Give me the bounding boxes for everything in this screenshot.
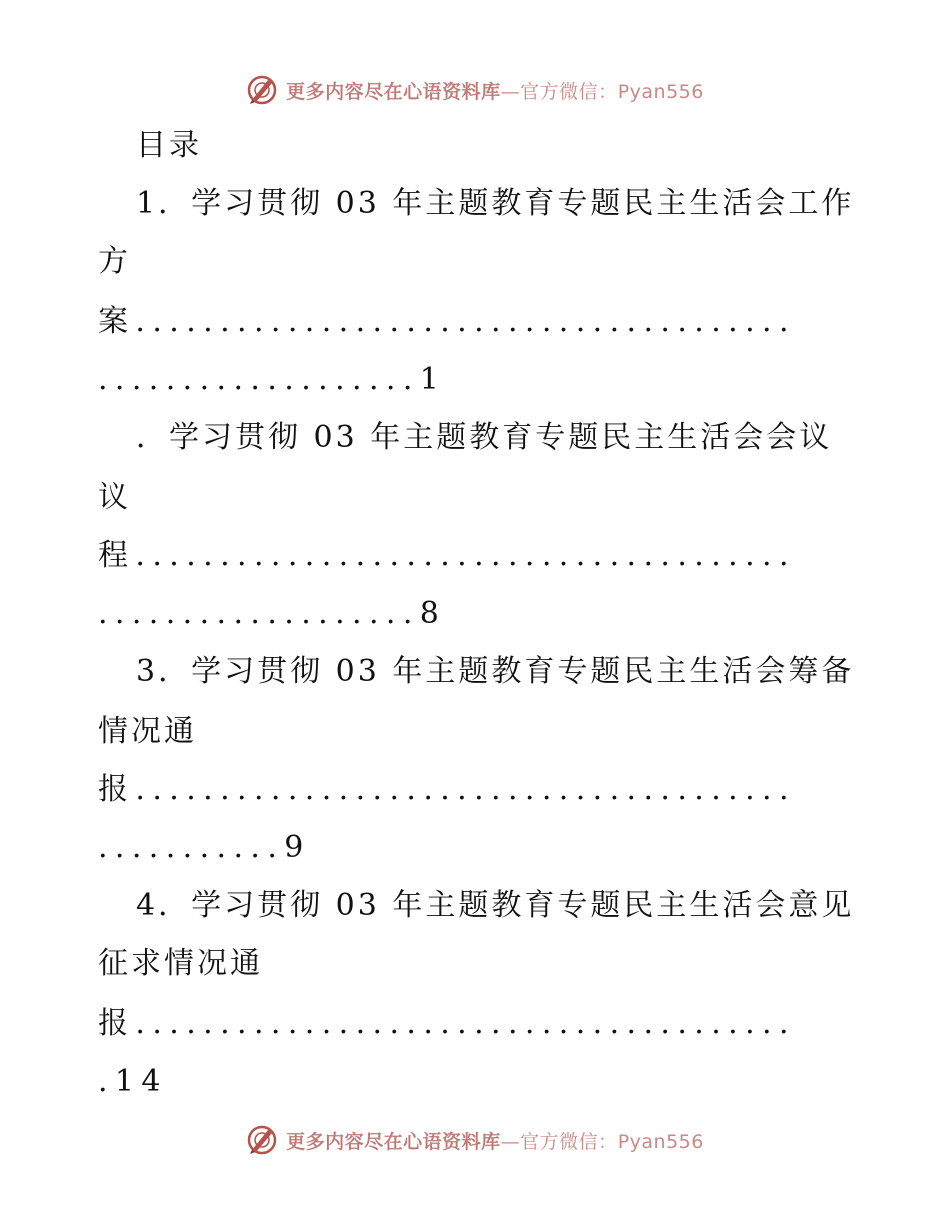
toc-title: 目录 bbox=[136, 128, 202, 163]
watermark-main-text: 更多内容尽在心语资料库 bbox=[286, 80, 501, 103]
toc-entry-1-wrap: 方 bbox=[98, 244, 131, 279]
watermark-id: Pyan556 bbox=[617, 80, 704, 103]
toc-entry-3-page: ...........9 bbox=[98, 830, 311, 865]
watermark-separator: —官方微信： bbox=[500, 80, 618, 103]
toc-entry-2-wrap: 议 bbox=[98, 480, 131, 515]
toc-entry-4-title: 4．学习贯彻 03 年主题教育专题民主生活会意见 bbox=[136, 888, 855, 923]
toc-entry-4-wrap: 征求情况通 bbox=[98, 946, 263, 981]
toc-entry-1-title: 1．学习贯彻 03 年主题教育专题民主生活会工作 bbox=[136, 186, 855, 221]
toc-entry-3-title: 3．学习贯彻 03 年主题教育专题民主生活会筹备 bbox=[136, 654, 855, 689]
toc-entry-4-leader: 报....................................... bbox=[98, 1006, 796, 1041]
watermark-footer bbox=[0, 1120, 950, 1160]
toc-entry-3-leader: 报....................................... bbox=[98, 772, 796, 807]
watermark-main-text: 更多内容尽在心语资料库 bbox=[286, 1130, 501, 1153]
toc-entry-2-page: ...................8 bbox=[98, 596, 447, 631]
watermark-text bbox=[286, 1127, 704, 1154]
watermark-separator: —官方微信： bbox=[500, 1130, 618, 1153]
toc-entry-2-title: ．学习贯彻 03 年主题教育专题民主生活会会议 bbox=[136, 420, 833, 455]
toc-entry-1-leader: 案....................................... bbox=[98, 304, 796, 339]
toc-entry-2-leader: 程....................................... bbox=[98, 538, 796, 573]
pen-logo-icon bbox=[246, 1124, 278, 1156]
watermark-id: Pyan556 bbox=[617, 1130, 704, 1153]
toc-entry-4-page: .14 bbox=[98, 1064, 168, 1099]
toc-entry-3-wrap: 情况通 bbox=[98, 714, 197, 749]
toc-entry-1-page: ...................1 bbox=[98, 362, 447, 397]
